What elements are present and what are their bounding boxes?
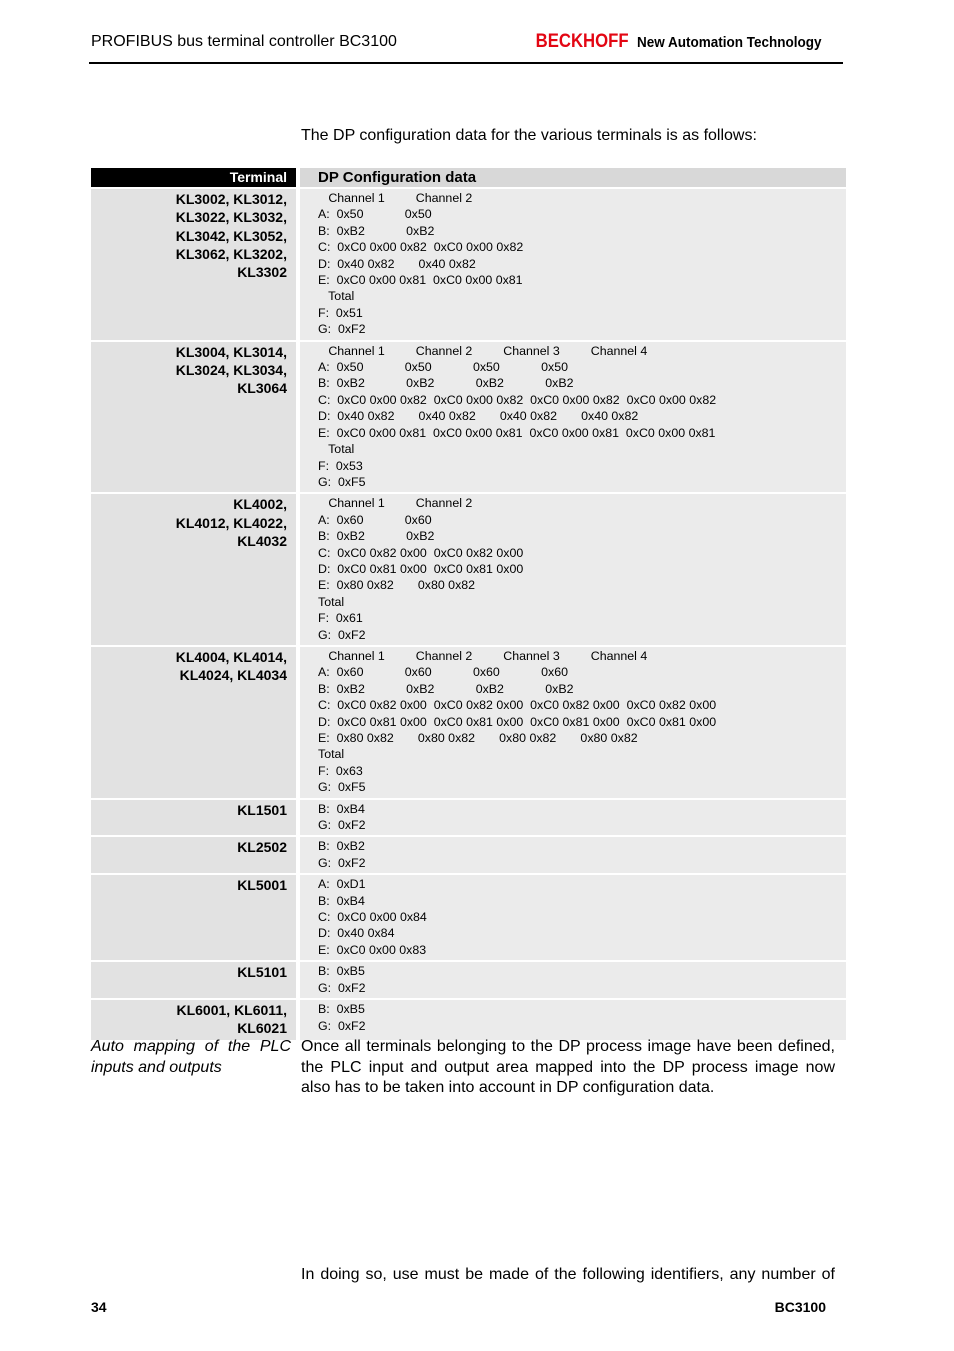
config-line: G: 0xF2 [318,1018,366,1033]
config-line: Total [318,747,345,762]
config-line: F: 0x63 [318,763,363,778]
terminal-cell [91,800,300,836]
config-line: F: 0x61 [318,611,363,626]
terminal-cell [91,837,300,873]
config-line: B: 0xB2 0xB2 0xB2 0xB2 [318,681,574,696]
intro-text: The DP configuration data for the various terminals is as follows: [301,127,757,144]
config-line: D: 0x40 0x82 0x40 0x82 [318,256,476,271]
table-row [91,189,846,340]
terminal-cell [91,962,300,998]
config-line: G: 0xF5 [318,474,366,489]
terminal-name: KL3302 [237,264,287,281]
continuation-paragraph: In doing so, use must be made of the following identifiers, any number of [301,1266,835,1283]
config-line: Total [318,289,355,304]
config-line: D: 0x40 0x82 0x40 0x82 0x40 0x82 0x40 0x82 [318,409,639,424]
config-line: E: 0xC0 0x00 0x81 0xC0 0x00 0x81 0xC0 0x00 0x81 0xC0 0x00 0x81 [318,425,716,440]
terminal-name: KL6021 [237,1020,287,1037]
terminal-name: KL1501 [237,801,287,818]
table-row [91,837,846,873]
config-line: D: 0xC0 0x81 0x00 0xC0 0x81 0x00 0xC0 0x81 0x00 0xC0 0x81 0x00 [318,714,717,729]
table-row [91,800,846,836]
terminal-name: KL4024, KL4034 [179,667,287,684]
terminal-name: KL4012, KL4022, [175,514,287,531]
dp-config-table [91,166,846,1042]
table-body [91,189,846,1040]
column-header-config: DP Configuration data [300,168,846,187]
config-line: Channel 1 Channel 2 [318,496,473,511]
config-line: E: 0xC0 0x00 0x81 0xC0 0x00 0x81 [318,273,523,288]
config-line: A: 0x60 0x60 [318,512,432,527]
table-row [91,962,846,998]
terminal-name: KL3042, KL3052, [175,227,287,244]
config-line: D: 0xC0 0x81 0x00 0xC0 0x81 0x00 [318,561,524,576]
config-line: E: 0xC0 0x00 0x83 [318,942,427,957]
config-line: E: 0x80 0x82 0x80 0x82 [318,578,476,593]
config-cell [300,494,846,645]
config-line: C: 0xC0 0x00 0x82 0xC0 0x00 0x82 [318,240,524,255]
config-cell [300,647,846,798]
config-line: G: 0xF2 [318,322,366,337]
terminal-cell [91,647,300,798]
config-cell [300,800,846,836]
table-header-row [91,168,846,187]
table-row [91,1000,846,1040]
terminal-name: KL3022, KL3032, [175,209,287,226]
config-line: E: 0x80 0x82 0x80 0x82 0x80 0x82 0x80 0x82 [318,731,638,745]
terminal-name: KL3064 [237,380,287,397]
config-line: B: 0xB4 [318,893,365,908]
terminal-name: KL3002, KL3012, [175,191,287,207]
config-line: Channel 1 Channel 2 Channel 3 Channel 4 [318,648,648,663]
config-line: A: 0x60 0x60 0x60 0x60 [318,665,568,680]
config-line: B: 0xB5 [318,964,365,979]
config-line: F: 0x53 [318,458,363,473]
config-line: C: 0xC0 0x00 0x84 [318,910,427,925]
terminal-cell [91,342,300,493]
terminal-name: KL6001, KL6011, [176,1002,287,1019]
terminal-cell [91,494,300,645]
config-line: Channel 1 Channel 2 [318,191,473,205]
document-title: PROFIBUS bus terminal controller BC3100 [91,33,397,50]
config-line: B: 0xB2 0xB2 [318,223,435,238]
terminal-name: KL4032 [237,532,287,549]
column-header-terminal: Terminal [91,168,300,187]
config-cell [300,1000,846,1040]
brand-tagline: New Automation Technology [637,34,822,51]
config-line: C: 0xC0 0x00 0x82 0xC0 0x00 0x82 0xC0 0x00 0x82 0xC0 0x00 0x82 [318,392,717,407]
config-line: G: 0xF2 [318,855,366,870]
config-cell [300,875,846,960]
config-cell [300,837,846,873]
header-divider [89,62,843,64]
terminal-name: KL5101 [237,964,287,981]
terminal-name: KL3004, KL3014, [175,343,287,360]
auto-mapping-paragraph: Once all terminals belonging to the DP process image have been defined, the PLC input and output area mapped into the DP process image now also has to be taken into account in DP configuration data. [301,1038,835,1096]
config-line: D: 0x40 0x84 [318,926,395,941]
config-line: B: 0xB4 [318,801,365,816]
terminal-cell [91,189,300,340]
terminal-name: KL2502 [237,839,287,856]
config-line: B: 0xB5 [318,1002,365,1017]
brand-logo [523,31,842,53]
config-line: Total [318,594,345,609]
margin-note: Auto mapping of the PLC inputs and outputs [91,1038,291,1076]
terminal-cell [91,1000,300,1040]
table-row [91,494,846,645]
config-line: B: 0xB2 0xB2 [318,529,435,544]
terminal-cell [91,875,300,960]
config-line: G: 0xF5 [318,780,366,795]
config-line: A: 0xD1 [318,877,366,892]
config-line: G: 0xF2 [318,818,366,833]
terminal-name: KL3024, KL3034, [175,361,287,378]
terminal-name: KL4002, [233,496,287,513]
terminal-name: KL3062, KL3202, [175,245,287,262]
brand-name: BECKHOFF [536,31,629,52]
config-line: G: 0xF2 [318,980,366,995]
config-line: B: 0xB2 0xB2 0xB2 0xB2 [318,376,574,391]
config-cell [300,189,846,340]
config-line: A: 0x50 0x50 [318,207,432,222]
config-line: Channel 1 Channel 2 Channel 3 Channel 4 [318,343,648,358]
config-line: C: 0xC0 0x82 0x00 0xC0 0x82 0x00 0xC0 0x82 0x00 0xC0 0x82 0x00 [318,698,717,713]
config-cell [300,962,846,998]
table-row [91,875,846,960]
config-line: Total [318,442,355,457]
config-line: B: 0xB2 [318,839,365,854]
config-line: C: 0xC0 0x82 0x00 0xC0 0x82 0x00 [318,545,524,560]
config-cell [300,342,846,493]
terminal-name: KL5001 [237,877,287,894]
config-line: G: 0xF2 [318,627,366,642]
config-line: F: 0x51 [318,305,363,320]
page-number: 34 [91,1299,107,1315]
config-line: A: 0x50 0x50 0x50 0x50 [318,360,568,375]
table-row [91,647,846,798]
table-row [91,342,846,493]
document-code: BC3100 [774,1299,826,1315]
terminal-name: KL4004, KL4014, [175,648,287,665]
